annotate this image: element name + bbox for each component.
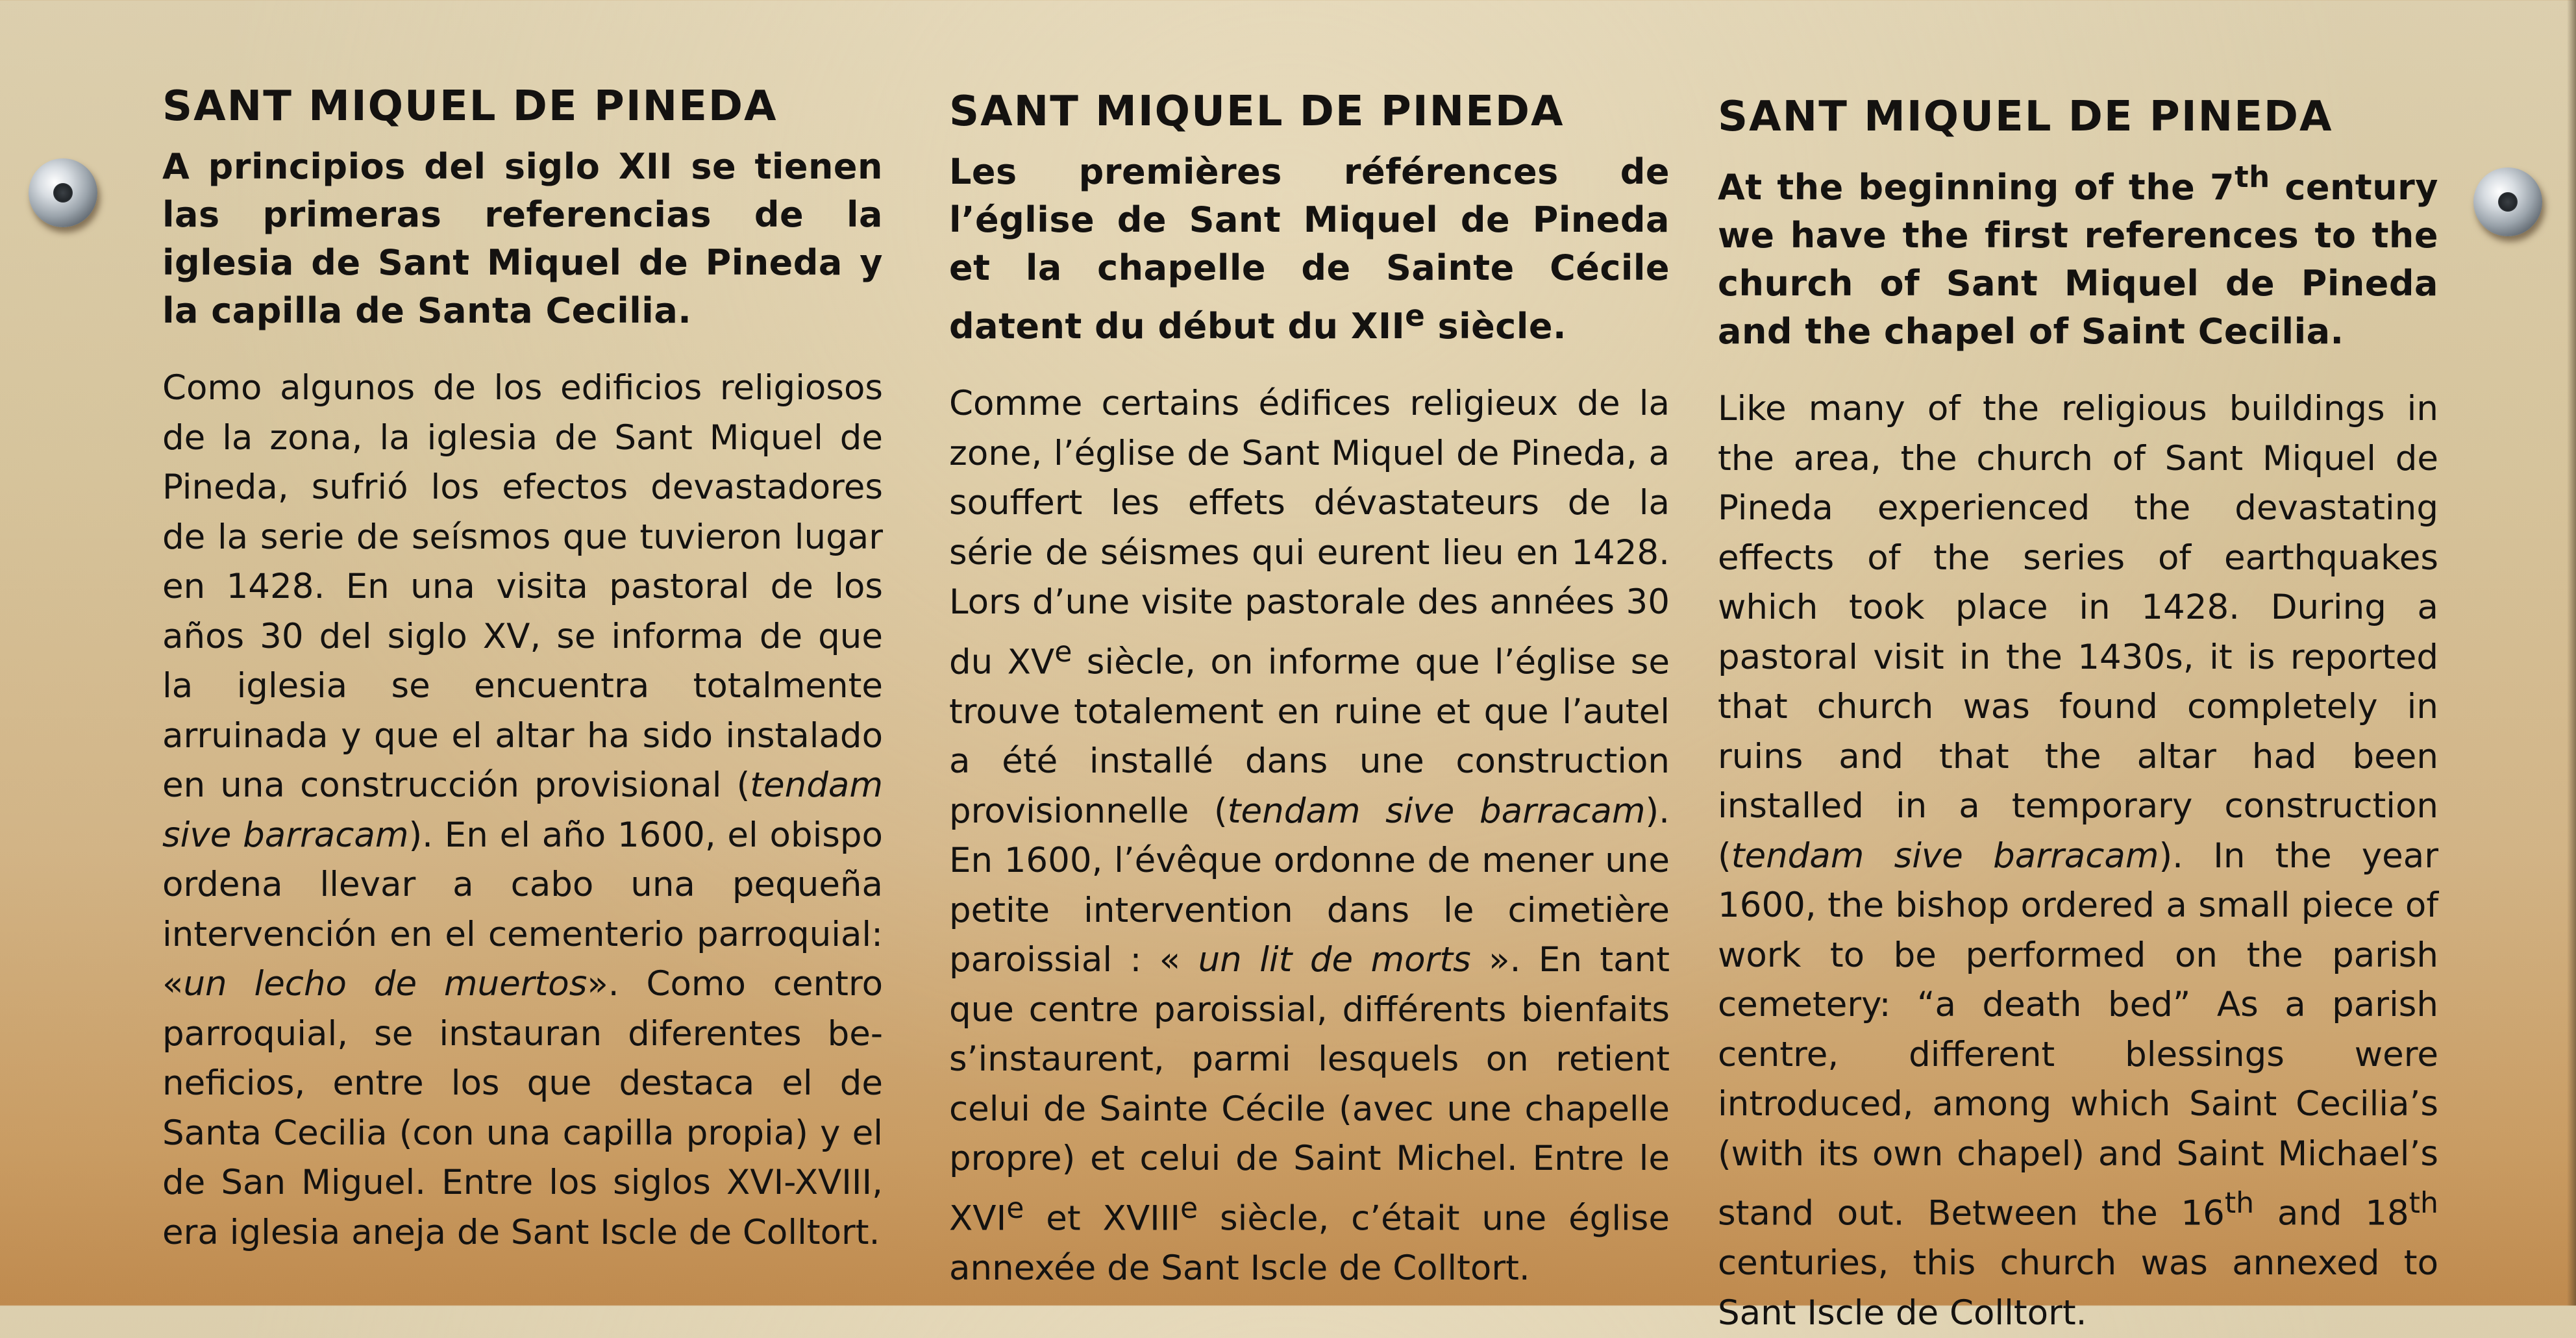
spanish-body <box>162 364 883 1257</box>
english-body-superscript: th <box>2224 1187 2255 1220</box>
english-lead-superscript: th <box>2235 160 2270 194</box>
screw-socket <box>2498 192 2518 212</box>
french-body <box>949 379 1670 1293</box>
spanish-body-italic: tendam sive barracam <box>162 765 883 855</box>
spanish-title: SANT MIQUEL DE PINEDA <box>162 82 778 130</box>
french-lead-text: siècle. <box>1425 306 1567 347</box>
english-body-text: ). In the year 1600, the bishop ordered a small piece of work to be performed on the parish cemetery: “a death bed” As a parish centre, different blessings were introduced, among which Saint Cecilia’s (with its own chapel) and Saint Michael’s stand out. Between the 16 <box>1718 836 2438 1233</box>
english-body-text: and 18 <box>2254 1193 2409 1233</box>
plaque-edge-shadow <box>2567 0 2576 1306</box>
english-title: SANT MIQUEL DE PINEDA <box>1718 93 2333 141</box>
english-body-superscript: th <box>2409 1187 2438 1220</box>
french-body-superscript: e <box>1006 1191 1024 1225</box>
english-body-text: Like many of the religious buildings in the area, the church of Sant Miquel de Pineda experienced the devastating effects of the series of earthquakes which took place in 1428. During a pastoral visit in the 1430s, it is reported that church was found completely in ruins and that the altar had been installed in a temporary construction ( <box>1718 389 2438 876</box>
spanish-body-text: ). En el año 1600, el obispo ordena llevar a cabo una pequeña intervención en el cementerio parroquial: « <box>162 815 883 1004</box>
english-body <box>1718 384 2438 1338</box>
english-lead-text: century we have the first references to the church of Sant Miquel de Pineda and the chapel of Saint Cecilia. <box>1718 167 2439 352</box>
french-body-text: Comme certains édifices religieux de la zone, l’église de Sant Miquel de Pineda, a souffert les effets dévastateurs de la série de séismes qui eurent lieu en 1428. Lors d’une visite pastorale des années 30 du XV <box>949 384 1670 682</box>
french-body-italic: tendam sive barracam <box>1227 791 1646 831</box>
screw-right-icon <box>2473 167 2542 236</box>
french-title: SANT MIQUEL DE PINEDA <box>949 88 1565 136</box>
french-body-italic: un lit de morts <box>1198 940 1471 980</box>
french-lead-superscript: e <box>1405 299 1426 333</box>
english-body-italic: tendam sive barracam <box>1731 836 2159 876</box>
spanish-body-italic: un lecho de muertos <box>183 964 588 1004</box>
english-column <box>1718 88 2438 1338</box>
spanish-column <box>162 78 883 1257</box>
french-lead <box>949 148 1670 351</box>
french-body-text: et XVIII <box>1024 1198 1180 1239</box>
french-column <box>949 83 1670 1293</box>
french-body-text: ». En tant que centre paroissial, différents bienfaits s’instaurent, parmi lesquels on retient celui de Sainte Cécile (avec une chapelle propre) et celui de Saint Michel. Entre le XVI <box>949 940 1670 1239</box>
spanish-body-text: ». Como centro parroquial, se instauran diferentes be-neficios, entre los que destaca el de Santa Cecilia (con una capilla propia) y el de San Miguel. Entre los siglos XVI-XVIII, era iglesia aneja de Sant Iscle de Colltort. <box>162 964 883 1252</box>
french-body-superscript: e <box>1054 635 1072 669</box>
french-body-text: siècle, on informe que l’église se trouve totalement en ruine et que l’autel a été installé dans une construction provisionnelle ( <box>949 642 1670 831</box>
english-lead-text: At the beginning of the 7 <box>1718 167 2235 208</box>
english-body-text: centuries, this church was annexed to Sant Iscle de Colltort. <box>1718 1243 2438 1333</box>
screw-socket <box>53 183 73 203</box>
spanish-body-text: Como algunos de los edificios religiosos de la zona, la iglesia de Sant Miquel de Pineda, sufrió los efectos devastadores de la serie de seísmos que tuvieron lugar en 1428. En una visita pastoral de los años 30 del siglo XV, se informa de que la iglesia se encuentra totalmente arruinada y que el altar ha sido instalado en una construcción provisional ( <box>162 368 883 805</box>
french-lead-text: Les premières références de l’église de Sant Miquel de Pineda et la chapelle de Sainte Cécile datent du début du XII <box>949 151 1670 347</box>
french-body-text: ). En 1600, l’évêque ordonne de mener une petite intervention dans le cimetière paroissial : « <box>949 791 1670 980</box>
spanish-lead: A principios del siglo XII se tienen las primeras referencias de la iglesia de Sant Miquel de Pineda y la capilla de Santa Cecilia. <box>162 146 883 331</box>
french-body-text: siècle, c’était une église annexée de Sant Iscle de Colltort. <box>949 1198 1670 1288</box>
english-lead <box>1718 153 2438 356</box>
screw-left-icon <box>29 158 97 227</box>
french-body-superscript: e <box>1180 1191 1198 1225</box>
